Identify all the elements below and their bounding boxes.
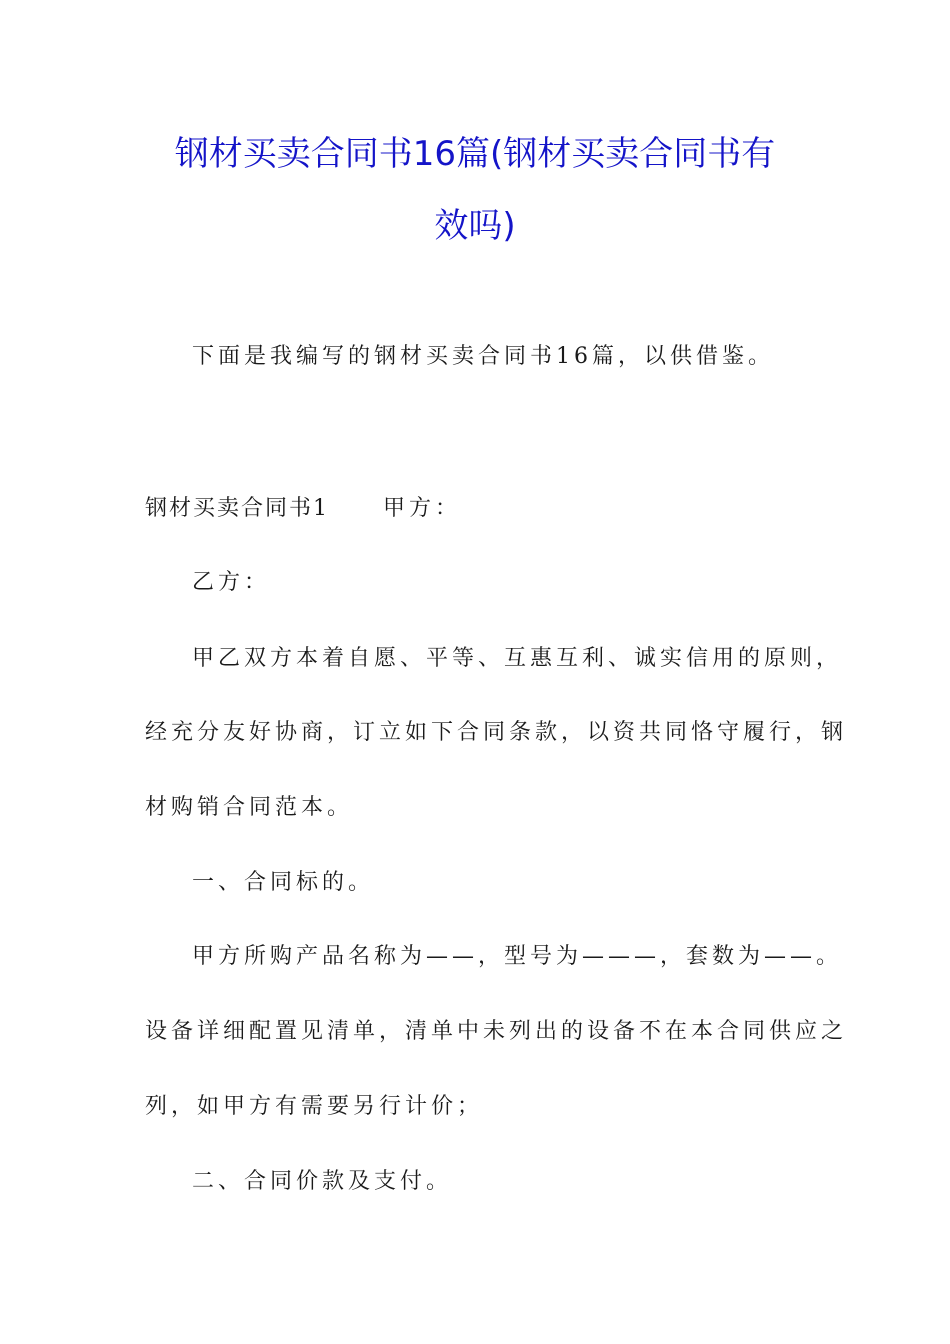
party-b-label: 乙方： bbox=[192, 570, 271, 595]
clause-2-title: 二、合同价款及支付。 bbox=[192, 1169, 453, 1194]
document-title-line-2: 效吗) bbox=[434, 206, 516, 246]
section-heading: 钢材买卖合同书1 bbox=[145, 496, 329, 521]
paragraph-1-line-1: 甲乙双方本着自愿、平等、互惠互利、诚实信用的原则， bbox=[192, 646, 843, 671]
intro-paragraph: 下面是我编写的钢材买卖合同书16篇，以供借鉴。 bbox=[192, 344, 774, 369]
paragraph-2-line-1: 甲方所购产品名称为——，型号为———，套数为——。 bbox=[192, 944, 843, 969]
section-heading-row bbox=[145, 494, 461, 524]
paragraph-2-line-2: 设备详细配置见清单，清单中未列出的设备不在本合同供应之 bbox=[145, 1019, 848, 1044]
paragraph-1-line-2: 经充分友好协商，订立如下合同条款，以资共同恪守履行，钢 bbox=[145, 720, 848, 745]
party-a-label: 甲方： bbox=[383, 496, 462, 521]
clause-1-title: 一、合同标的。 bbox=[192, 870, 375, 895]
paragraph-1-line-3: 材购销合同范本。 bbox=[145, 795, 354, 820]
paragraph-2-line-3: 列，如甲方有需要另行计价； bbox=[145, 1094, 484, 1119]
document-title-line-1: 钢材买卖合同书16篇(钢材买卖合同书有 bbox=[174, 134, 776, 174]
